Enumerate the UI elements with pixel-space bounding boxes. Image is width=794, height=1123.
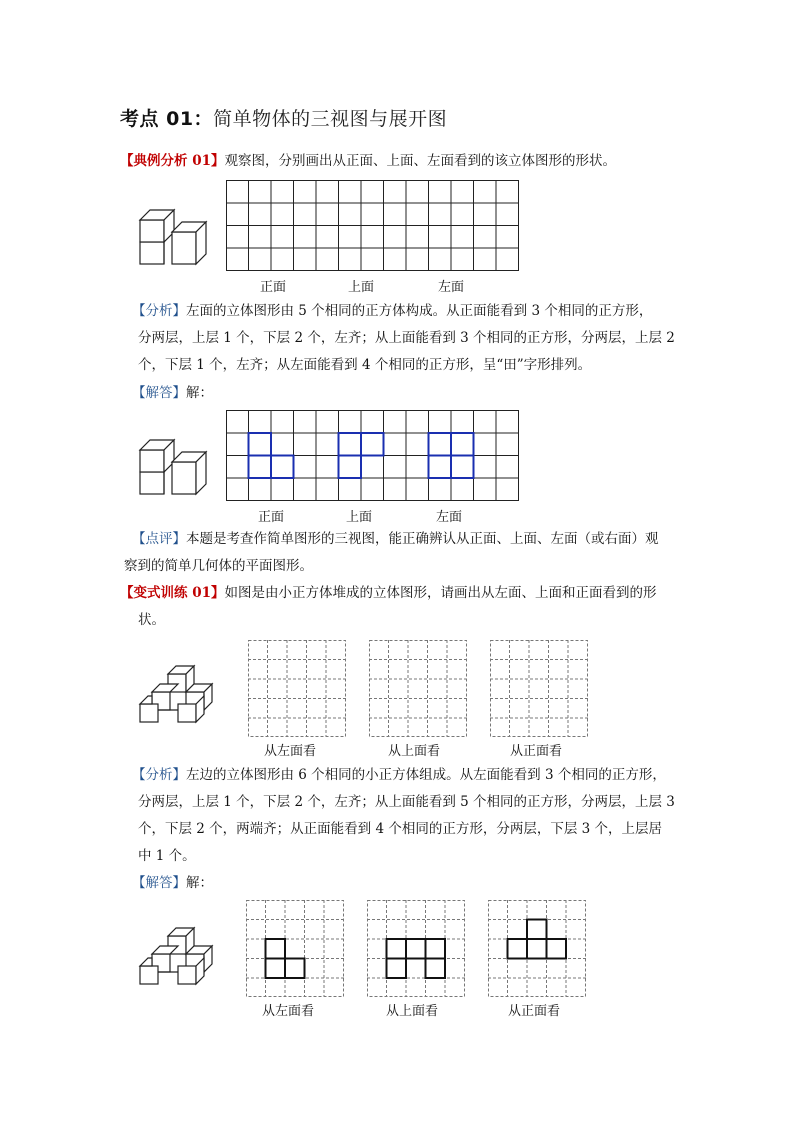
practice-answer: 【解答】解： — [132, 875, 213, 891]
analysis-tag: 【分析】 — [132, 303, 186, 319]
example-tag: 【典例分析 01】 — [120, 153, 225, 169]
cube-stack-figure-1 — [138, 196, 210, 268]
practice-answer-label-front: 从正面看 — [508, 1004, 561, 1019]
answer-label-left: 左面 — [436, 510, 463, 525]
practice-analysis: 【分析】左边的立体图形由 6 个相同的小正方体组成。从左面能看到 3 个相同的正方形， 分两层，上层 1 个，下层 2 个，左齐；从上面能看到 5 个相同的正方形，分两层，上层 3 个，下层 2 个，两端齐；从正面能看到 4 个相同的正方形，分两层，下层 3 个，上层居 中 1 个。 — [132, 767, 675, 864]
example-analysis: 【分析】左面的立体图形由 5 个相同的正方体构成。从正面能看到 3 个相同的正方形， 分两层，上层 1 个，下层 2 个，左齐；从上面能看到 3 个相同的正方形，分两层，上层 2 个，下层 1 个，左齐；从左面能看到 4 个相同的正方形，呈“田”字形排列。 — [132, 303, 675, 373]
practice-label-left: 从左面看 — [264, 744, 317, 759]
practice-analysis-tag: 【分析】 — [132, 767, 186, 783]
page-title — [120, 104, 447, 131]
example-question: 【典例分析 01】观察图，分别画出从正面、上面、左面看到的该立体图形的形状。 — [120, 153, 616, 169]
answer-grid-1 — [226, 180, 520, 272]
answer-label-top: 上面 — [346, 510, 373, 525]
practice-answer-label-top: 从上面看 — [386, 1004, 439, 1019]
title-prefix: 考点 01： — [120, 108, 214, 130]
answer-label-front: 正面 — [258, 510, 285, 525]
practice-cube-figure-1 — [138, 660, 218, 724]
title-text: 简单物体的三视图与展开图 — [213, 108, 448, 130]
example-comment: 【点评】本题是考查作简单图形的三视图，能正确辨认从正面、上面、左面（或右面）观 察到的简单几何体的平面图形。 — [124, 531, 659, 574]
practice-tag: 【变式训练 01】 — [120, 585, 225, 601]
practice-cube-figure-2 — [138, 922, 218, 986]
answer-tag: 【解答】 — [132, 385, 186, 401]
practice-front-view-shape — [508, 939, 567, 959]
label-left: 左面 — [438, 280, 465, 295]
practice-answer-tag: 【解答】 — [132, 875, 186, 891]
practice-label-top: 从上面看 — [388, 744, 441, 759]
practice-grids — [248, 640, 588, 740]
practice-answer-grids — [246, 900, 588, 1000]
answer-grid-2 — [226, 410, 520, 502]
cube-stack-figure-2 — [138, 426, 210, 498]
example-answer: 【解答】解： — [132, 385, 213, 401]
label-top: 上面 — [348, 280, 375, 295]
practice-label-front: 从正面看 — [510, 744, 563, 759]
practice-answer-label-left: 从左面看 — [262, 1004, 315, 1019]
comment-tag: 【点评】 — [132, 531, 186, 547]
practice-question: 【变式训练 01】如图是由小正方体堆成的立体图形，请画出从左面、上面和正面看到的形 状。 — [120, 585, 657, 628]
label-front: 正面 — [260, 280, 287, 295]
